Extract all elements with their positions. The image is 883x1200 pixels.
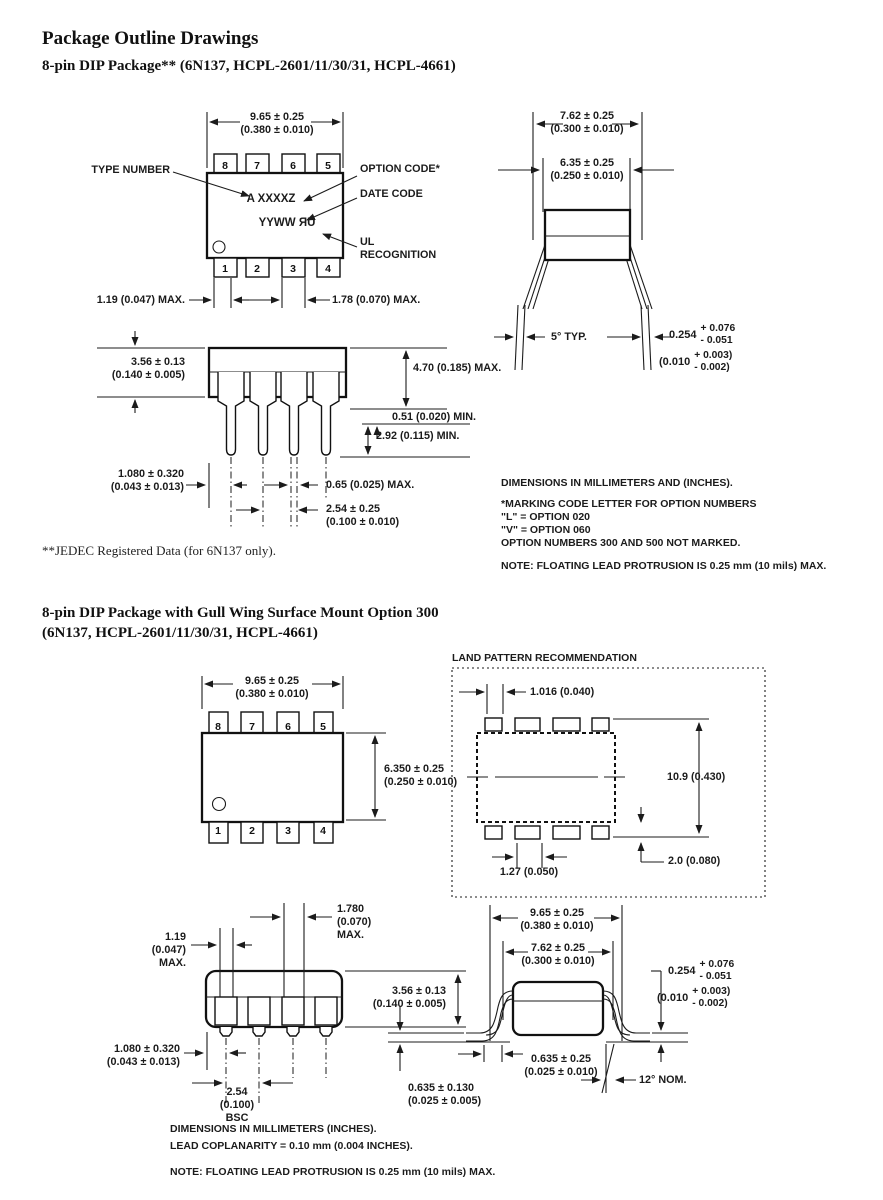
dim-overall-width: 9.65 ± 0.25 (0.380 ± 0.010)	[520, 907, 594, 932]
dim-lead-width-max: 0.65 (0.025) MAX.	[326, 479, 415, 491]
gullwing-body-side	[513, 982, 603, 1035]
dip-lead	[281, 372, 307, 455]
dim-total-height: 4.70 (0.185) MAX.	[413, 362, 502, 374]
dim-package-width: 9.65 ± 0.25 (0.380 ± 0.010)	[240, 111, 314, 136]
dim-pad-length: 2.0 (0.080)	[668, 855, 721, 867]
dip-top-view-drawing	[173, 112, 357, 308]
dim-pin-width: 1.78 (0.070) MAX.	[332, 294, 421, 306]
pin-number: 5	[325, 160, 331, 172]
note-coplanarity: LEAD COPLANARITY = 0.10 mm (0.004 INCHES).	[170, 1140, 413, 1152]
marking-type-number: A XXXXZ	[246, 193, 296, 205]
land-pattern-title: LAND PATTERN RECOMMENDATION	[452, 652, 637, 664]
label-type-number: TYPE NUMBER	[91, 164, 170, 176]
land-pad	[485, 826, 502, 839]
pin-number: 2	[254, 263, 260, 275]
dim-lead-length-min: 2.92 (0.115) MIN.	[376, 430, 460, 442]
dim-body-width: 6.35 ± 0.25 (0.250 ± 0.010)	[550, 157, 624, 182]
land-pad	[553, 718, 580, 731]
page-title: Package Outline Drawings	[42, 28, 259, 49]
pin-number: 6	[285, 721, 291, 733]
dim-body-height: 3.56 ± 0.13 (0.140 ± 0.005)	[372, 985, 446, 1010]
dim-lead-thickness-mm: 0.254 + 0.076 - 0.051	[669, 323, 736, 346]
dim-pin1-offset: 1.080 ± 0.320 (0.043 ± 0.013)	[106, 1043, 180, 1068]
lead-foot	[253, 1027, 265, 1036]
lead-foot	[287, 1027, 299, 1036]
dim-standoff: 0.635 ± 0.130 (0.025 ± 0.005)	[408, 1082, 482, 1107]
note-option-020: "L" = OPTION 020	[501, 511, 591, 523]
dim-pin1-width: 1.19 (0.047) MAX.	[96, 294, 185, 306]
dim-lead-thickness-in: (0.010 + 0.003) - 0.002)	[659, 350, 733, 373]
dim-package-width: 9.65 ± 0.25 (0.380 ± 0.010)	[235, 675, 309, 700]
land-pad	[592, 718, 609, 731]
land-pad	[485, 718, 502, 731]
pin-number: 5	[320, 721, 326, 733]
pin-number: 4	[320, 825, 326, 837]
dip-lead	[250, 372, 276, 455]
dim-pin1-offset: 1.080 ± 0.320 (0.043 ± 0.013)	[110, 468, 184, 493]
land-pad	[515, 718, 540, 731]
dim-lead-thickness-in: (0.010 + 0.003) - 0.002)	[657, 986, 731, 1009]
lead-foot	[220, 1027, 232, 1036]
pin-number: 7	[249, 721, 255, 733]
section2-title-line1: 8-pin DIP Package with Gull Wing Surface Mount Option 300	[42, 605, 439, 621]
pin-number: 3	[290, 263, 296, 275]
section1-title: 8-pin DIP Package** (6N137, HCPL-2601/11/30/31, HCPL-4661)	[42, 58, 456, 74]
dim-lead-angle: 5° TYP.	[551, 331, 587, 343]
dim-pad-pitch: 1.27 (0.050)	[499, 866, 559, 878]
gullwing-lead	[248, 997, 270, 1025]
dip-body-top	[207, 173, 343, 258]
lead-foot	[320, 1027, 332, 1036]
gullwing-top-view-drawing	[202, 676, 386, 843]
note-floating-lead: NOTE: FLOATING LEAD PROTRUSION IS 0.25 mm (10 mils) MAX.	[170, 1166, 496, 1178]
dim-foot-length: 0.635 ± 0.25 (0.025 ± 0.010)	[524, 1053, 598, 1078]
note-floating-lead: NOTE: FLOATING LEAD PROTRUSION IS 0.25 mm (10 mils) MAX.	[501, 560, 827, 572]
land-pad	[515, 826, 540, 839]
pin-number: 2	[249, 825, 255, 837]
gullwing-lead	[315, 997, 337, 1025]
label-option-code: OPTION CODE*	[360, 163, 440, 175]
dim-lead-row-span: 7.62 ± 0.25 (0.300 ± 0.010)	[550, 110, 624, 135]
dim-pad-width: 1.016 (0.040)	[530, 686, 595, 698]
pin-number: 3	[285, 825, 291, 837]
land-pad	[592, 826, 609, 839]
marking-date-code: YYWW ЯU	[258, 217, 316, 229]
dip-lead	[313, 372, 339, 455]
note-dimensions: DIMENSIONS IN MILLIMETERS AND (INCHES).	[501, 477, 733, 489]
label-date-code: DATE CODE	[360, 188, 423, 200]
gullwing-lead	[215, 997, 237, 1025]
dim-lead-pitch-bsc: 2.54 (0.100) BSC	[219, 1086, 255, 1124]
land-pad	[553, 826, 580, 839]
dim-lead-thickness-mm: 0.254 + 0.076 - 0.051	[668, 959, 735, 982]
note-dimensions: DIMENSIONS IN MILLIMETERS (INCHES).	[170, 1123, 377, 1135]
dim-lead-angle: 12° NOM.	[639, 1074, 687, 1086]
dim-body-width: 7.62 ± 0.25 (0.300 ± 0.010)	[521, 942, 595, 967]
note-option-060: "V" = OPTION 060	[501, 524, 591, 536]
label-ul-recognition: UL RECOGNITION	[360, 236, 437, 261]
dim-lead-pitch: 2.54 ± 0.25 (0.100 ± 0.010)	[326, 503, 400, 528]
dim-shoulder-min: 0.51 (0.020) MIN.	[392, 411, 477, 423]
dim-pin1-width: 1.19 (0.047) MAX.	[151, 931, 186, 969]
gullwing-lead	[282, 997, 304, 1025]
pin-number: 1	[222, 263, 228, 275]
dim-body-height: 3.56 ± 0.13 (0.140 ± 0.005)	[111, 356, 185, 381]
pin-number: 4	[325, 263, 331, 275]
pin-number: 6	[290, 160, 296, 172]
note-options-not-marked: OPTION NUMBERS 300 AND 500 NOT MARKED.	[501, 537, 741, 549]
dim-package-depth: 6.350 ± 0.25 (0.250 ± 0.010)	[384, 763, 458, 788]
pin-number: 8	[215, 721, 221, 733]
pin-number: 8	[222, 160, 228, 172]
dip-body-end	[545, 210, 630, 260]
pin-number: 7	[254, 160, 260, 172]
note-marking-code: *MARKING CODE LETTER FOR OPTION NUMBERS	[501, 498, 757, 510]
jedec-note: **JEDEC Registered Data (for 6N137 only).	[42, 543, 276, 558]
dim-pad-span: 10.9 (0.430)	[667, 771, 726, 783]
dip-lead	[218, 372, 244, 455]
section2-title-line2: (6N137, HCPL-2601/11/30/31, HCPL-4661)	[42, 625, 318, 641]
pin-number: 1	[215, 825, 221, 837]
dim-lead-width: 1.780 (0.070) MAX.	[337, 903, 372, 941]
